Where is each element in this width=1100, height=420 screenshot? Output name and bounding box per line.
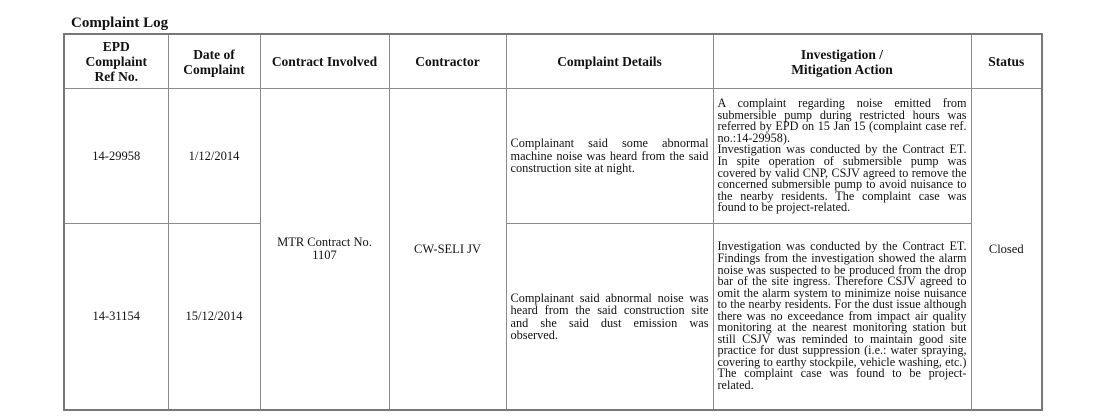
header-status: Status — [971, 34, 1042, 89]
cell-contractor: CW-SELI JV — [389, 89, 506, 411]
header-investigation: Investigation / Mitigation Action — [713, 34, 971, 89]
cell-ref-no: 14-29958 — [64, 89, 168, 224]
page-title: Complaint Log — [71, 15, 169, 31]
cell-date: 15/12/2014 — [168, 224, 260, 411]
cell-investigation: Investigation was conducted by the Contract ET. Findings from the investigation showed the alarm noise was suspected to be produced from the drop bar of the site ingress. Therefore CSJV agreed to omit the alarm system to minimize noise nuisance to the nearby residents. For the dust issue although there was no exceedance from impact air quality monitoring at the nearest monitoring station but still CSJV was reminded to maintain good site practice for dust suppression (i.e.: water spraying, covering to earthy stockpile, vehicle washing, etc.) The complaint case was found to be project-related. — [713, 224, 971, 411]
cell-details: Complainant said some abnormal machine noise was heard from the said construction site at night. — [506, 89, 713, 224]
cell-ref-no: 14-31154 — [64, 224, 168, 411]
cell-date: 1/12/2014 — [168, 89, 260, 224]
header-ref-no: EPD Complaint Ref No. — [64, 34, 168, 89]
cell-status: Closed — [971, 89, 1042, 411]
header-date: Date of Complaint — [168, 34, 260, 89]
table-row — [64, 89, 1042, 224]
cell-contract: MTR Contract No. 1107 — [260, 89, 389, 411]
header-contract: Contract Involved — [260, 34, 389, 89]
cell-investigation: A complaint regarding noise emitted from submersible pump during restricted hours was referred by EPD on 15 Jan 15 (complaint case ref. no.:14-29958). Investigation was conducted by the Contract ET. In spite operation of submersible pump was covered by valid CNP, CSJV agreed to remove the concerned submersible pump to avoid nuisance to the nearby residents. The complaint case was found to be project-related. — [713, 89, 971, 224]
table-row — [64, 224, 1042, 411]
complaint-log-table — [63, 33, 1043, 411]
header-contractor: Contractor — [389, 34, 506, 89]
header-details: Complaint Details — [506, 34, 713, 89]
table-header-row — [64, 34, 1042, 89]
cell-details: Complainant said abnormal noise was heard from the said construction site and she said dust emission was observed. — [506, 224, 713, 411]
